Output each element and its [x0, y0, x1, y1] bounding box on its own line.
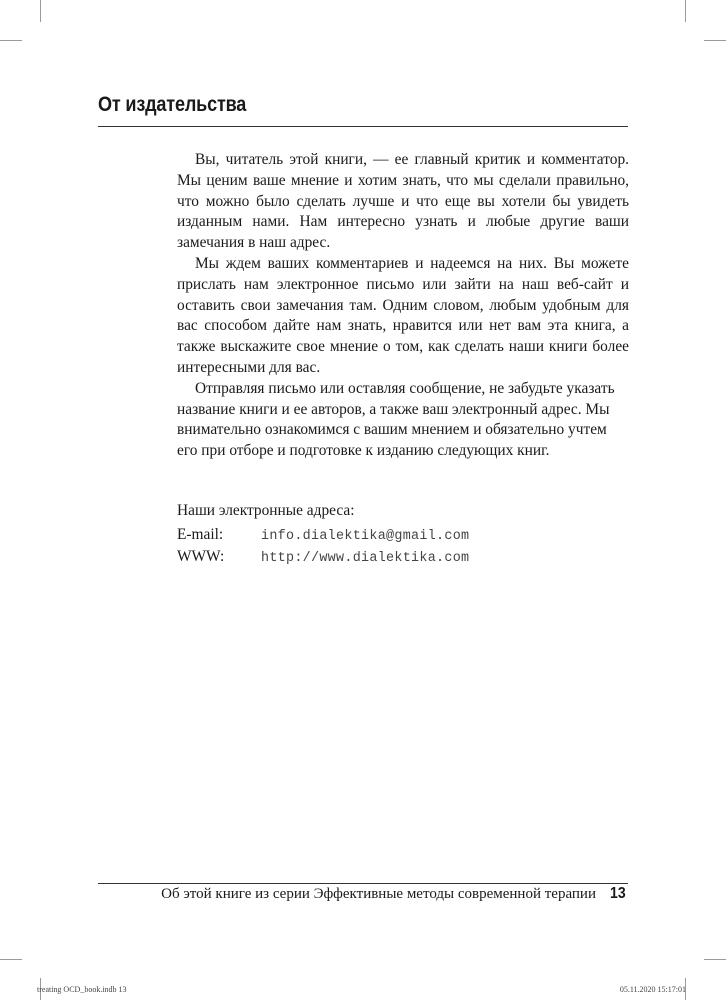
crop-mark: [0, 959, 22, 960]
www-row: [177, 548, 469, 570]
running-title: Об этой книге из серии Эффективные методы современной терапии: [161, 886, 596, 902]
email-row: [177, 526, 469, 548]
contact-block: [177, 501, 469, 570]
crop-mark: [0, 40, 22, 41]
paragraph: Мы ждем ваших комментариев и надеемся на них. Вы можете прислать нам электронное письмо или зайти на наш веб-сайт и оставить свои замечания там. Одним словом, любым удобным для вас способом дайте нам знать, нравится или нет вам эта книга, а также выскажите свое мнение о том, как сделать наши книги более интересными для вас.: [177, 254, 629, 376]
heading-rule: [98, 126, 628, 127]
slug-datetime: 05.11.2020 15:17:01: [619, 985, 686, 994]
contacts-label: Наши электронные адреса:: [177, 502, 355, 519]
crop-mark: [40, 0, 41, 22]
crop-mark: [704, 959, 726, 960]
paragraph: Отправляя письмо или оставляя сообщение, не забудьте указать название книги и ее авторов, а также ваш электронный адрес. Мы внимательно ознакомимся с вашим мнением и обязательно учтем его при отборе и подготовке к изданию следующих книг.: [177, 379, 615, 460]
www-label: WWW:: [177, 547, 225, 565]
page-number: 13: [610, 885, 626, 902]
website-url[interactable]: http://www.dialektika.com: [261, 550, 470, 566]
crop-mark: [704, 40, 726, 41]
crop-mark: [685, 0, 686, 22]
section-heading: От издательства: [98, 93, 247, 116]
footer-rule: [98, 883, 628, 884]
email-label: E-mail:: [177, 525, 224, 543]
paragraph: Вы, читатель этой книги, — ее главный критик и комментатор. Мы ценим ваше мнение и хотим знать, что мы сделали правильно, что можно было сделать лучше и что еще вы хотели бы увидеть изданным нами. Нам интересно узнать и любые другие ваши замечания в наш адрес.: [177, 151, 629, 252]
body-text: [177, 150, 629, 462]
slug-file: treating OCD_book.indb 13: [37, 985, 127, 994]
email-address[interactable]: info.dialektika@gmail.com: [261, 528, 470, 544]
